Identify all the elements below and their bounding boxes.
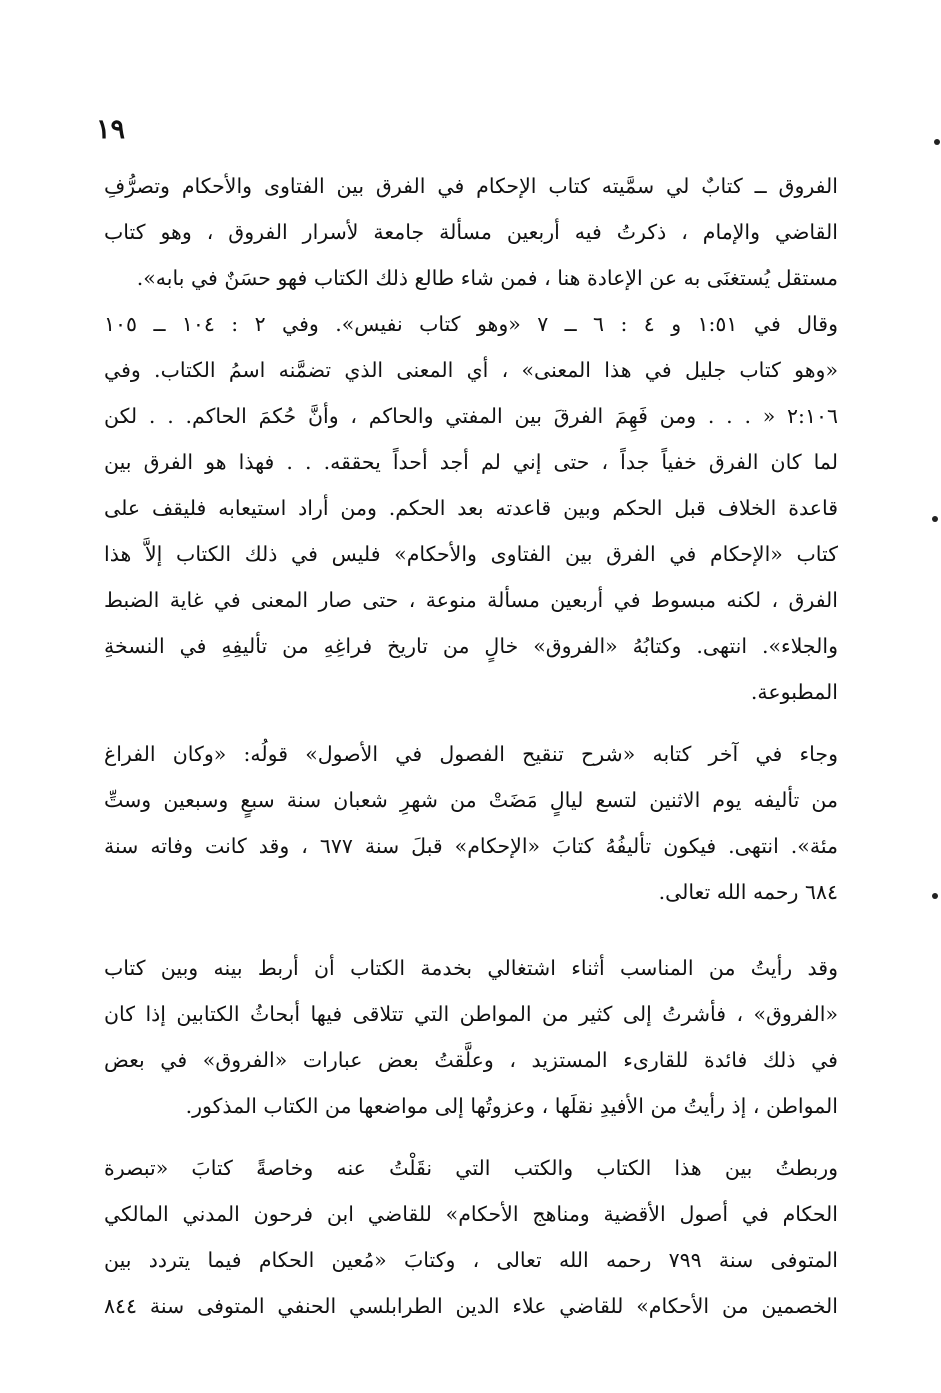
text-line: قاعدة الخلاف قبل الحكم وبين قاعدته بعد الحكم. ومن أراد استيعابه فليقف على: [104, 496, 838, 520]
paragraph-spacer: [104, 915, 838, 945]
text-line: الخصمين من الأحكام» للقاضي علاء الدين الطرابلسي الحنفي المتوفى سنة ٨٤٤: [104, 1294, 838, 1318]
page-number: ١٩: [96, 114, 126, 145]
text-line: مئة». انتهى. فيكون تأليفُهُ كتابَ «الإحكام» قبلَ سنة ٦٧٧ ، وقد كانت وفاته سنة: [104, 834, 838, 858]
paragraph-2: [104, 301, 838, 715]
text-line: في ذلك فائدة للقارىء المستزيد ، وعلَّقتُ بعض عبارات «الفروق» في بعض: [104, 1048, 838, 1072]
margin-dot: [932, 516, 938, 522]
text-line: وربطتُ بين هذا الكتاب والكتب التي نقَلْتُ عنه وخاصةً كتابَ «تبصرة: [104, 1156, 838, 1180]
text-line: «وهو كتاب جليل في هذا المعنى» ، أي المعنى الذي تضمَّنه اسمُ الكتاب. وفي: [104, 358, 838, 382]
paragraph-3: [104, 731, 838, 915]
text-line: وقد رأيتُ من المناسب أثناء اشتغالي بخدمة الكتاب أن أربط بينه وبين كتاب: [104, 956, 838, 980]
text-line: المواطن ، إذ رأيتُ من الأفيدِ نقلَها ، وعزوتُها إلى مواضعها من الكتاب المذكور.: [185, 1094, 838, 1118]
text-line: مستقل يُستغنَى به عن الإعادة هنا ، فمن شاء طالع ذلك الكتاب فهو حسَنٌ في بابه».: [136, 266, 838, 290]
text-line: الفروق ــ كتابٌ لي سمَّيته كتاب الإحكام في الفرق بين الفتاوى والأحكام وتصرُّفِ: [104, 174, 838, 198]
text-line: ٢:١٠٦ « . . . ومن فَهِمَ الفرقَ بين المفتي والحاكم ، وأنَّ حُكمَ الحاكم. . . لكن: [104, 404, 838, 428]
text-line: المتوفى سنة ٧٩٩ رحمه الله تعالى ، وكتابَ «مُعين الحكام فيما يتردد بين: [104, 1248, 838, 1272]
text-line: لما كان الفرق خفياً جداً ، حتى إني لم أجد أحداً يحققه. . . فهذا هو الفرق بين: [104, 450, 838, 474]
text-line: الفرق ، لكنه مبسوط في أربعين مسألة منوعة ، حتى صار المعنى في غاية الضبط: [104, 588, 838, 612]
paragraph-spacer: [104, 715, 838, 731]
text-line: كتاب «الإحكام في الفرق بين الفتاوى والأحكام» فليس في ذلك الكتاب إلاَّ هذا: [104, 542, 838, 566]
text-line: من تأليفه يوم الاثنين لتسع ليالٍ مَضَتْ من شهرِ شعبان سنة سبعٍ وسبعين وستِّ: [104, 788, 838, 812]
text-line: القاضي والإمام ، ذكرتُ فيه أربعين مسألة جامعة لأسرار الفروق ، وهو كتاب: [104, 220, 838, 244]
paragraph-1: [104, 163, 838, 301]
paragraph-5: [104, 1145, 838, 1329]
paragraph-4: [104, 945, 838, 1129]
paragraph-spacer: [104, 1129, 838, 1145]
body-text: [104, 163, 838, 1329]
text-line: الحكام في أصول الأقضية ومناهج الأحكام» للقاضي ابن فرحون المدني المالكي: [104, 1202, 838, 1226]
text-line: والجلاء». انتهى. وكتابُهُ «الفروق» خالٍ من تاريخ فراغِهِ من تأليفِهِ في النسخةِ: [104, 634, 838, 658]
text-line: وجاء في آخر كتابه «شرح تنقيح الفصول في الأصول» قولُه: «وكان الفراغ: [104, 742, 838, 766]
text-line: «الفروق» ، فأشرتُ إلى كثير من المواطن التي تتلاقى فيها أبحاثُ الكتابين إذا كان: [104, 1002, 838, 1026]
text-line: ٦٨٤ رحمه الله تعالى.: [658, 880, 838, 904]
margin-dot: [932, 893, 938, 899]
margin-dot: [934, 139, 940, 145]
text-line: المطبوعة.: [750, 680, 838, 704]
text-line: وقال في ١:٥١ و ٤ : ٦ ــ ٧ «وهو كتاب نفيس». وفي ٢ : ١٠٤ ــ ١٠٥: [104, 312, 838, 336]
